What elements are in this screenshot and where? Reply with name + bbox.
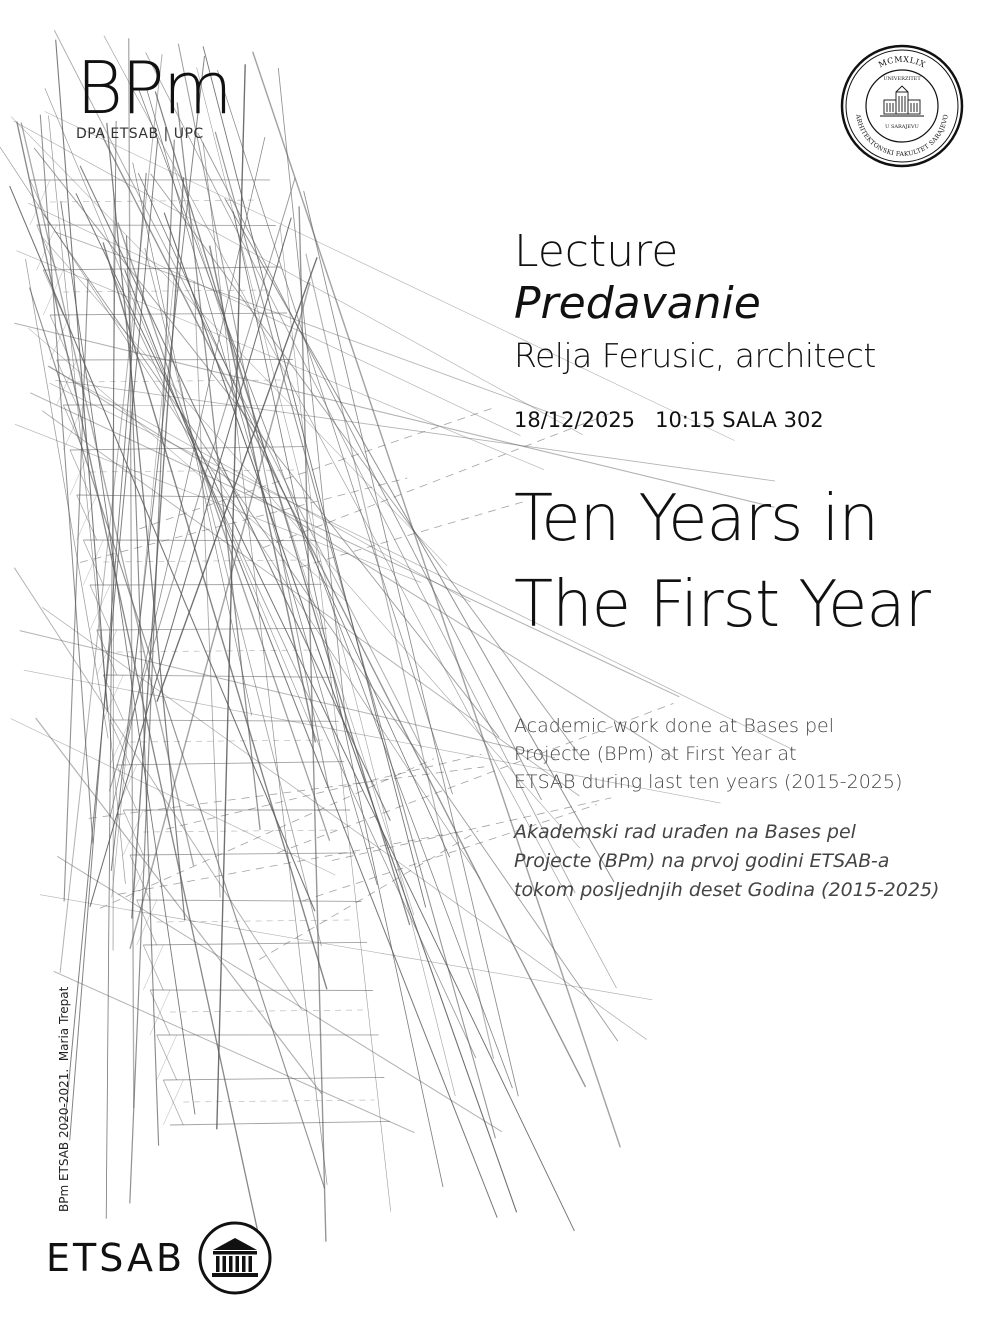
etsab-logo [46,1220,273,1296]
pencil-line [125,270,498,1218]
bpm-logo [76,46,276,142]
pencil-line [30,288,325,1189]
lecture-title-line-2: The First Year [514,568,930,642]
lecture-label-local: Predavanie [514,278,761,329]
svg-text:UNIVERZITET: UNIVERZITET [883,76,921,82]
pencil-line [11,719,336,876]
pencil-line [50,200,260,202]
pencil-line [198,133,542,800]
pencil-line [34,148,499,737]
pencil-line [278,68,346,729]
pencil-line [157,920,352,922]
bpm-logo-subtitle: DPA ETSAB | UPC [76,126,204,142]
svg-text:U SARAJEVU: U SARAJEVU [885,124,919,130]
pencil-line [90,470,294,472]
pencil-line [163,1077,384,1080]
pencil-line [65,138,158,1124]
etsab-temple-icon [197,1220,273,1296]
svg-text:MCMXLIX: MCMXLIX [877,54,928,70]
pencil-line [304,191,519,1096]
lecture-title-line-1: Ten Years in [514,482,879,556]
description-english [514,712,994,796]
pencil-line [57,856,502,1131]
pencil-line [129,38,134,1108]
pencil-line [139,407,496,529]
pencil-line [143,942,367,945]
lecture-title [514,476,994,648]
pencil-line [90,218,291,907]
svg-text:ARHITEKTONSKI FAKULTET SARAJEV: ARHITEKTONSKI FAKULTET SARAJEVO [854,113,950,159]
pencil-line [20,631,556,758]
pencil-line [150,990,373,991]
pencil-line [42,411,579,796]
pencil-line [26,259,109,738]
university-seal-icon [840,44,964,168]
description-bosnian [514,818,994,905]
artwork-credit: BPm ETSAB 2020-2021. Maria Trepat [57,986,71,1212]
pencil-line [130,282,310,949]
pencil-line [233,211,443,1187]
description-line: ETSAB during last ten years (2015-2025) [514,771,903,793]
pencil-line [143,830,340,832]
speaker-name: Relja Ferusic, architect [514,336,876,375]
pencil-line [203,142,327,1185]
pencil-line [40,895,652,1000]
pencil-line [21,123,193,866]
description-line: Projecte (BPm) na prvoj godini ETSAB-a [514,850,890,872]
pencil-line [103,560,305,562]
pencil-line [113,194,114,951]
description-line: Academic work done at Bases pel [514,715,835,737]
pencil-line [137,900,362,901]
pencil-line [77,495,310,498]
pencil-line [11,116,447,566]
pencil-line [130,853,356,855]
pencil-line [117,762,345,765]
lecture-info [514,224,994,905]
lecture-date: 18/12/2025 [514,408,636,432]
pencil-line [28,328,346,601]
bpm-logo-name: BPm [76,46,231,130]
lecture-label: Lecture [514,226,679,277]
description-line: Akademski rad urađen na Bases pel [514,821,856,843]
description-line: Projecte (BPm) at First Year at [514,743,797,765]
pencil-line [118,832,461,895]
pencil-line [259,831,478,960]
pencil-line [36,718,322,1094]
etsab-logo-name: ETSAB [46,1236,186,1280]
description-line: tokom posljednjih deset Godina (2015-2025) [514,879,940,901]
pencil-line [170,1121,390,1125]
pencil-line [64,279,88,902]
lecture-time-place: 10:15 SALA 302 [655,408,824,432]
lecture-datetime [514,406,994,434]
